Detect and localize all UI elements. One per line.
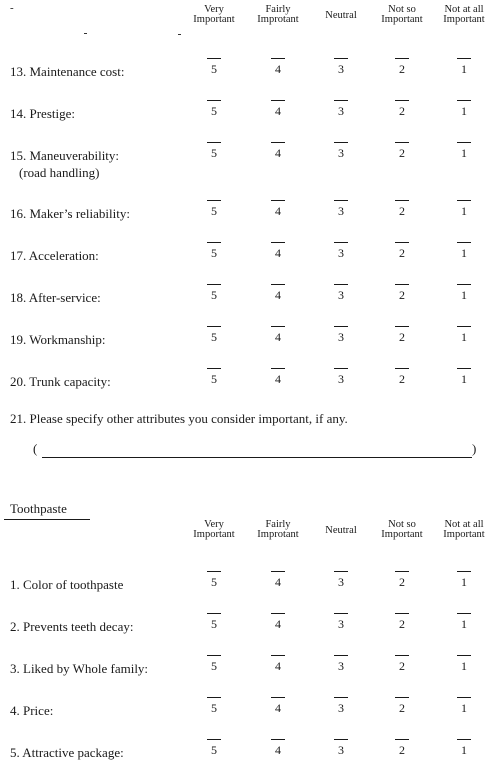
rating-option-4[interactable]: [268, 739, 288, 758]
rating-option-2[interactable]: [392, 142, 412, 161]
rating-option-3[interactable]: [331, 100, 351, 119]
header-line: Important: [381, 14, 423, 25]
rating-bar: [271, 242, 285, 243]
rating-option-4[interactable]: [268, 655, 288, 674]
rating-option-2[interactable]: [392, 368, 412, 387]
item-sublabel: (road handling): [19, 165, 100, 180]
rating-value: 1: [461, 204, 467, 218]
rating-bar: [395, 100, 409, 101]
header-line: Very: [204, 519, 224, 530]
rating-bar: [457, 200, 471, 201]
rating-option-5[interactable]: [204, 200, 224, 219]
rating-bar: [457, 655, 471, 656]
rating-option-2[interactable]: [392, 613, 412, 632]
rating-option-2[interactable]: [392, 571, 412, 590]
rating-value: 4: [275, 62, 281, 76]
item-label: 3. Liked by Whole family:: [10, 661, 149, 676]
item-label: 5. Attractive package:: [10, 745, 124, 760]
rating-value: 4: [275, 104, 281, 118]
rating-bar: [207, 326, 221, 327]
rating-value: 1: [461, 288, 467, 302]
rating-bar: [271, 697, 285, 698]
rating-bar: [207, 571, 221, 572]
rating-bar: [207, 697, 221, 698]
rating-bar: [207, 100, 221, 101]
rating-bar: [395, 284, 409, 285]
rating-bar: [334, 613, 348, 614]
rating-option-1[interactable]: [454, 655, 474, 674]
rating-option-1[interactable]: [454, 284, 474, 303]
answer-open-paren: (: [33, 441, 38, 456]
header-line: Important: [193, 14, 235, 25]
header-line: Not so: [388, 4, 416, 15]
rating-bar: [457, 100, 471, 101]
rating-bar: [271, 284, 285, 285]
header-line: Fairly: [265, 4, 291, 15]
rating-bar: [207, 368, 221, 369]
rating-value: 5: [211, 104, 217, 118]
rating-value: 3: [338, 575, 344, 589]
rating-value: 2: [399, 330, 405, 344]
rating-option-1[interactable]: [454, 100, 474, 119]
rating-option-5[interactable]: [204, 100, 224, 119]
rating-value: 1: [461, 330, 467, 344]
rating-option-4[interactable]: [268, 200, 288, 219]
header-line: Important: [443, 14, 485, 25]
rating-value: 3: [338, 701, 344, 715]
rating-option-3[interactable]: [331, 200, 351, 219]
rating-option-1[interactable]: [454, 142, 474, 161]
rating-value: 3: [338, 659, 344, 673]
rating-option-1[interactable]: [454, 613, 474, 632]
rating-value: 5: [211, 246, 217, 260]
rating-bar: [395, 613, 409, 614]
rating-bar: [271, 613, 285, 614]
rating-option-4[interactable]: [268, 58, 288, 77]
rating-bar: [395, 326, 409, 327]
header-very-important: [193, 5, 234, 25]
rating-option-1[interactable]: [454, 697, 474, 716]
header-line: Not at all: [444, 519, 484, 530]
rating-value: 2: [399, 288, 405, 302]
rating-value: 2: [399, 701, 405, 715]
rating-option-4[interactable]: [268, 697, 288, 716]
header-line: Important: [443, 529, 485, 540]
rating-bar: [334, 242, 348, 243]
header-line: Improtant: [257, 14, 299, 25]
header-line: Neutral: [325, 10, 357, 21]
rating-option-2[interactable]: [392, 200, 412, 219]
rating-bar: [207, 142, 221, 143]
rating-value: 2: [399, 62, 405, 76]
header-not-so-important: [381, 5, 422, 25]
rating-option-2[interactable]: [392, 58, 412, 77]
rating-bar: [334, 697, 348, 698]
rating-value: 2: [399, 104, 405, 118]
rating-value: 1: [461, 617, 467, 631]
item-label: 18. After-service:: [10, 290, 101, 305]
rating-value: 2: [399, 372, 405, 386]
header-neutral: [325, 526, 357, 536]
rating-bar: [334, 571, 348, 572]
rating-value: 3: [338, 743, 344, 757]
item-label: 4. Price:: [10, 703, 54, 718]
rating-option-5[interactable]: [204, 571, 224, 590]
rating-option-5[interactable]: [204, 739, 224, 758]
rating-value: 3: [338, 246, 344, 260]
rating-bar: [334, 58, 348, 59]
rating-value: 5: [211, 743, 217, 757]
rating-value: 5: [211, 204, 217, 218]
rating-value: 4: [275, 372, 281, 386]
header-not-at-all-important: [443, 520, 484, 540]
rating-value: 2: [399, 146, 405, 160]
rating-bar: [457, 739, 471, 740]
header-line: Not so: [388, 519, 416, 530]
rating-bar: [334, 200, 348, 201]
rating-option-5[interactable]: [204, 284, 224, 303]
rating-bar: [334, 284, 348, 285]
header-line: Fairly: [265, 519, 291, 530]
rating-option-2[interactable]: [392, 697, 412, 716]
rating-value: 2: [399, 659, 405, 673]
rating-value: 2: [399, 246, 405, 260]
item-label: 1. Color of toothpaste: [10, 577, 124, 592]
rating-option-4[interactable]: [268, 100, 288, 119]
rating-option-2[interactable]: [392, 326, 412, 345]
rating-bar: [395, 655, 409, 656]
rating-value: 1: [461, 659, 467, 673]
rating-option-3[interactable]: [331, 368, 351, 387]
header-line: Very: [204, 4, 224, 15]
header-fairly-important: [257, 5, 298, 25]
rating-value: 4: [275, 743, 281, 757]
rating-value: 4: [275, 617, 281, 631]
rating-value: 2: [399, 204, 405, 218]
rating-bar: [271, 326, 285, 327]
rating-value: 5: [211, 62, 217, 76]
rating-value: 3: [338, 62, 344, 76]
rating-option-3[interactable]: [331, 739, 351, 758]
rating-bar: [207, 613, 221, 614]
rating-bar: [457, 242, 471, 243]
rating-bar: [457, 613, 471, 614]
item-label: 16. Maker’s reliability:: [10, 206, 130, 221]
rating-value: 1: [461, 575, 467, 589]
rating-value: 5: [211, 330, 217, 344]
header-line: Neutral: [325, 525, 357, 536]
rating-option-5[interactable]: [204, 58, 224, 77]
rating-value: 1: [461, 104, 467, 118]
rating-bar: [395, 368, 409, 369]
item-label: 14. Prestige:: [10, 106, 75, 121]
rating-bar: [395, 200, 409, 201]
rating-bar: [271, 739, 285, 740]
rating-value: 1: [461, 246, 467, 260]
header-line: Important: [381, 529, 423, 540]
rating-value: 4: [275, 246, 281, 260]
rating-option-2[interactable]: [392, 739, 412, 758]
rating-value: 2: [399, 575, 405, 589]
rating-bar: [271, 368, 285, 369]
rating-option-5[interactable]: [204, 655, 224, 674]
rating-option-4[interactable]: [268, 368, 288, 387]
rating-option-3[interactable]: [331, 326, 351, 345]
rating-value: 5: [211, 617, 217, 631]
rating-option-4[interactable]: [268, 613, 288, 632]
rating-bar: [271, 200, 285, 201]
rating-option-3[interactable]: [331, 58, 351, 77]
rating-value: 3: [338, 330, 344, 344]
stray-dot: [178, 34, 181, 35]
rating-bar: [207, 58, 221, 59]
rating-value: 1: [461, 146, 467, 160]
rating-value: 1: [461, 372, 467, 386]
rating-option-1[interactable]: [454, 242, 474, 261]
rating-value: 1: [461, 62, 467, 76]
item-label: 2. Prevents teeth decay:: [10, 619, 134, 634]
answer-line[interactable]: [42, 457, 472, 458]
rating-bar: [271, 100, 285, 101]
rating-value: 3: [338, 146, 344, 160]
rating-option-4[interactable]: [268, 326, 288, 345]
rating-value: 4: [275, 146, 281, 160]
rating-value: 5: [211, 146, 217, 160]
rating-option-2[interactable]: [392, 242, 412, 261]
rating-option-1[interactable]: [454, 58, 474, 77]
header-not-so-important: [381, 520, 422, 540]
rating-value: 3: [338, 204, 344, 218]
header-neutral: [325, 11, 357, 21]
rating-option-1[interactable]: [454, 200, 474, 219]
rating-value: 2: [399, 617, 405, 631]
rating-value: 5: [211, 288, 217, 302]
rating-bar: [271, 58, 285, 59]
rating-bar: [395, 142, 409, 143]
rating-option-3[interactable]: [331, 284, 351, 303]
rating-bar: [395, 571, 409, 572]
rating-bar: [334, 739, 348, 740]
rating-option-5[interactable]: [204, 368, 224, 387]
rating-option-3[interactable]: [331, 655, 351, 674]
rating-bar: [457, 571, 471, 572]
rating-value: 5: [211, 659, 217, 673]
rating-value: 3: [338, 288, 344, 302]
rating-value: 4: [275, 701, 281, 715]
rating-option-2[interactable]: [392, 100, 412, 119]
rating-bar: [207, 655, 221, 656]
rating-option-4[interactable]: [268, 242, 288, 261]
rating-value: 5: [211, 372, 217, 386]
rating-bar: [334, 368, 348, 369]
header-not-at-all-important: [443, 5, 484, 25]
rating-bar: [457, 58, 471, 59]
rating-value: 4: [275, 575, 281, 589]
rating-bar: [207, 284, 221, 285]
rating-value: 4: [275, 288, 281, 302]
rating-option-2[interactable]: [392, 284, 412, 303]
rating-value: 1: [461, 701, 467, 715]
rating-option-3[interactable]: [331, 142, 351, 161]
stray-dot: [84, 33, 87, 34]
rating-bar: [271, 142, 285, 143]
header-very-important: [193, 520, 234, 540]
rating-option-1[interactable]: [454, 368, 474, 387]
item-label: 17. Acceleration:: [10, 248, 99, 263]
rating-option-1[interactable]: [454, 326, 474, 345]
rating-bar: [334, 100, 348, 101]
rating-option-5[interactable]: [204, 242, 224, 261]
header-line: Improtant: [257, 529, 299, 540]
rating-value: 3: [338, 617, 344, 631]
question-21: 21. Please specify other attributes you consider important, if any.: [10, 411, 348, 426]
item-label: 13. Maintenance cost:: [10, 64, 125, 79]
rating-value: 4: [275, 659, 281, 673]
rating-option-3[interactable]: [331, 697, 351, 716]
rating-bar: [334, 142, 348, 143]
item-label: 19. Workmanship:: [10, 332, 106, 347]
rating-option-1[interactable]: [454, 571, 474, 590]
rating-bar: [395, 697, 409, 698]
rating-option-3[interactable]: [331, 242, 351, 261]
rating-option-2[interactable]: [392, 655, 412, 674]
rating-bar: [457, 326, 471, 327]
answer-close-paren: ): [472, 441, 477, 456]
rating-value: 3: [338, 104, 344, 118]
rating-option-5[interactable]: [204, 326, 224, 345]
rating-value: 1: [461, 743, 467, 757]
rating-bar: [334, 326, 348, 327]
header-line: Not at all: [444, 4, 484, 15]
section-title-underline: [4, 519, 90, 520]
rating-value: 3: [338, 372, 344, 386]
rating-value: 4: [275, 330, 281, 344]
section-title-toothpaste: Toothpaste: [10, 501, 67, 516]
rating-bar: [457, 142, 471, 143]
rating-option-5[interactable]: [204, 142, 224, 161]
rating-value: 2: [399, 743, 405, 757]
rating-bar: [457, 697, 471, 698]
rating-option-4[interactable]: [268, 571, 288, 590]
header-fairly-important: [257, 520, 298, 540]
item-label: 15. Maneuverability:: [10, 148, 120, 163]
rating-bar: [395, 58, 409, 59]
rating-option-3[interactable]: [331, 613, 351, 632]
stray-dash: -: [10, 2, 14, 14]
rating-bar: [207, 242, 221, 243]
rating-bar: [271, 571, 285, 572]
rating-bar: [457, 368, 471, 369]
rating-option-5[interactable]: [204, 613, 224, 632]
rating-bar: [207, 200, 221, 201]
rating-bar: [395, 242, 409, 243]
rating-bar: [271, 655, 285, 656]
item-label: 20. Trunk capacity:: [10, 374, 111, 389]
rating-value: 5: [211, 701, 217, 715]
rating-option-4[interactable]: [268, 284, 288, 303]
header-line: Important: [193, 529, 235, 540]
rating-value: 4: [275, 204, 281, 218]
rating-option-1[interactable]: [454, 739, 474, 758]
rating-option-3[interactable]: [331, 571, 351, 590]
rating-option-5[interactable]: [204, 697, 224, 716]
rating-bar: [334, 655, 348, 656]
rating-option-4[interactable]: [268, 142, 288, 161]
rating-value: 5: [211, 575, 217, 589]
rating-bar: [395, 739, 409, 740]
rating-bar: [457, 284, 471, 285]
rating-bar: [207, 739, 221, 740]
